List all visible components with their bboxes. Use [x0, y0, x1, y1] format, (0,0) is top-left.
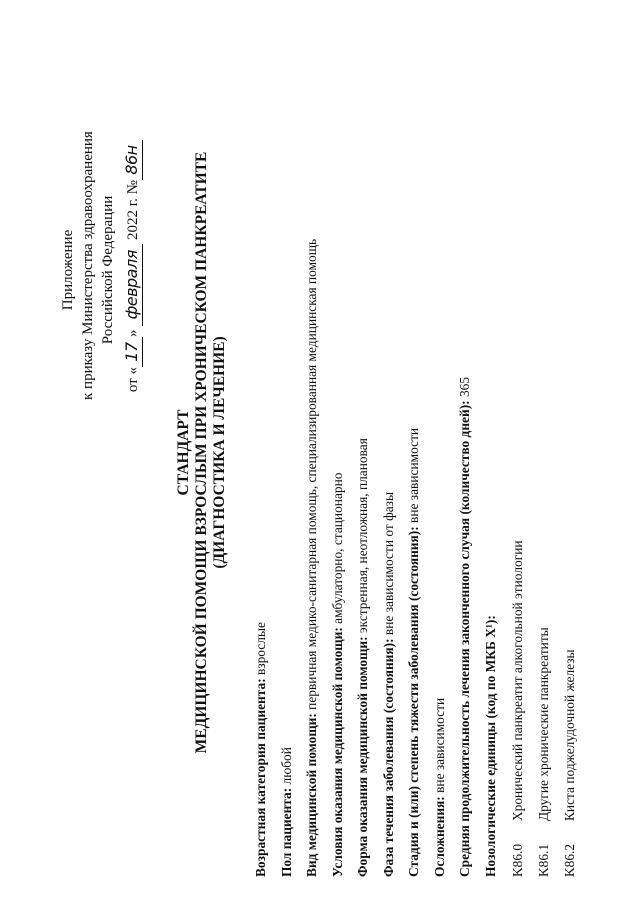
field-label: Фаза течения заболевания (состояния): — [380, 638, 396, 877]
field-label: Средняя продолжительность лечения законченного случая (количество дней): — [457, 400, 472, 877]
appendix-order-ministry: к приказу Министерства здравоохранения — [80, 131, 96, 400]
nosology-codes — [505, 540, 583, 877]
field-label: Нозологические единицы (код по МКБ X¹): — [482, 615, 498, 877]
field-label: Пол пациента: — [278, 787, 294, 877]
field-row — [401, 17, 427, 877]
standard-fields — [248, 17, 503, 877]
icd-name: Другие хронические панкреатиты — [536, 627, 551, 821]
field-label: Стадия и (или) степень тяжести заболевания (состояния): — [406, 526, 421, 877]
field-value: амбулаторно, стационарно — [329, 472, 345, 628]
code-row — [531, 540, 557, 877]
field-label: Возрастная категория пациента: — [253, 678, 268, 877]
title-scope: (ДИАГНОСТИКА И ЛЕЧЕНИЕ) — [211, 336, 228, 569]
field-row — [350, 17, 376, 877]
order-prefix: от « — [125, 367, 141, 393]
order-year: 2022 г. № — [125, 180, 141, 241]
field-value: вне зависимости от фазы — [380, 492, 396, 639]
icd-name: Хронический панкреатит алкогольной этиологии — [510, 540, 525, 821]
field-row — [478, 17, 504, 877]
order-date-line — [122, 140, 143, 400]
field-value: вне зависимости — [431, 697, 447, 797]
order-number: 86н — [122, 140, 143, 180]
field-row — [427, 17, 453, 877]
field-label: Условия оказания медицинской помощи: — [329, 627, 345, 877]
icd-code: K86.2 — [562, 843, 577, 877]
code-row — [505, 540, 531, 877]
title-standard: СТАНДАРТ — [175, 409, 192, 496]
field-row — [376, 17, 402, 877]
field-row — [274, 17, 300, 877]
field-row — [248, 17, 274, 877]
field-value: первичная медико-санитарная помощь, специализированная медицинская помощь — [304, 238, 319, 714]
document-title — [175, 0, 229, 905]
field-value: экстренная, неотложная, плановая — [355, 438, 370, 637]
field-value: вне зависимости — [406, 427, 421, 527]
icd-code: K86.1 — [536, 843, 551, 877]
field-label: Форма оказания медицинской помощи: — [355, 636, 370, 877]
field-label: Осложнения: — [431, 796, 447, 877]
field-row — [325, 17, 351, 877]
field-label: Вид медицинской помощи: — [304, 713, 319, 877]
appendix-block — [58, 131, 143, 400]
icd-name: Киста поджелудочной железы — [562, 649, 577, 821]
order-mid: » — [125, 329, 141, 338]
appendix-federation: Российской Федерации — [100, 195, 116, 345]
field-value: любой — [278, 747, 294, 788]
title-subject: МЕДИЦИНСКОЙ ПОМОЩИ ВЗРОСЛЫМ ПРИ ХРОНИЧЕСКОМ ПАНКРЕАТИТЕ — [193, 151, 210, 754]
order-month: февраля — [122, 244, 143, 326]
appendix-title: Приложение — [60, 229, 76, 311]
icd-code: K86.0 — [510, 843, 525, 877]
field-value: взрослые — [253, 622, 268, 679]
code-row — [557, 540, 583, 877]
field-row — [452, 17, 478, 877]
order-day: 17 — [122, 337, 143, 367]
field-row — [299, 17, 325, 877]
field-value: 365 — [457, 376, 472, 401]
